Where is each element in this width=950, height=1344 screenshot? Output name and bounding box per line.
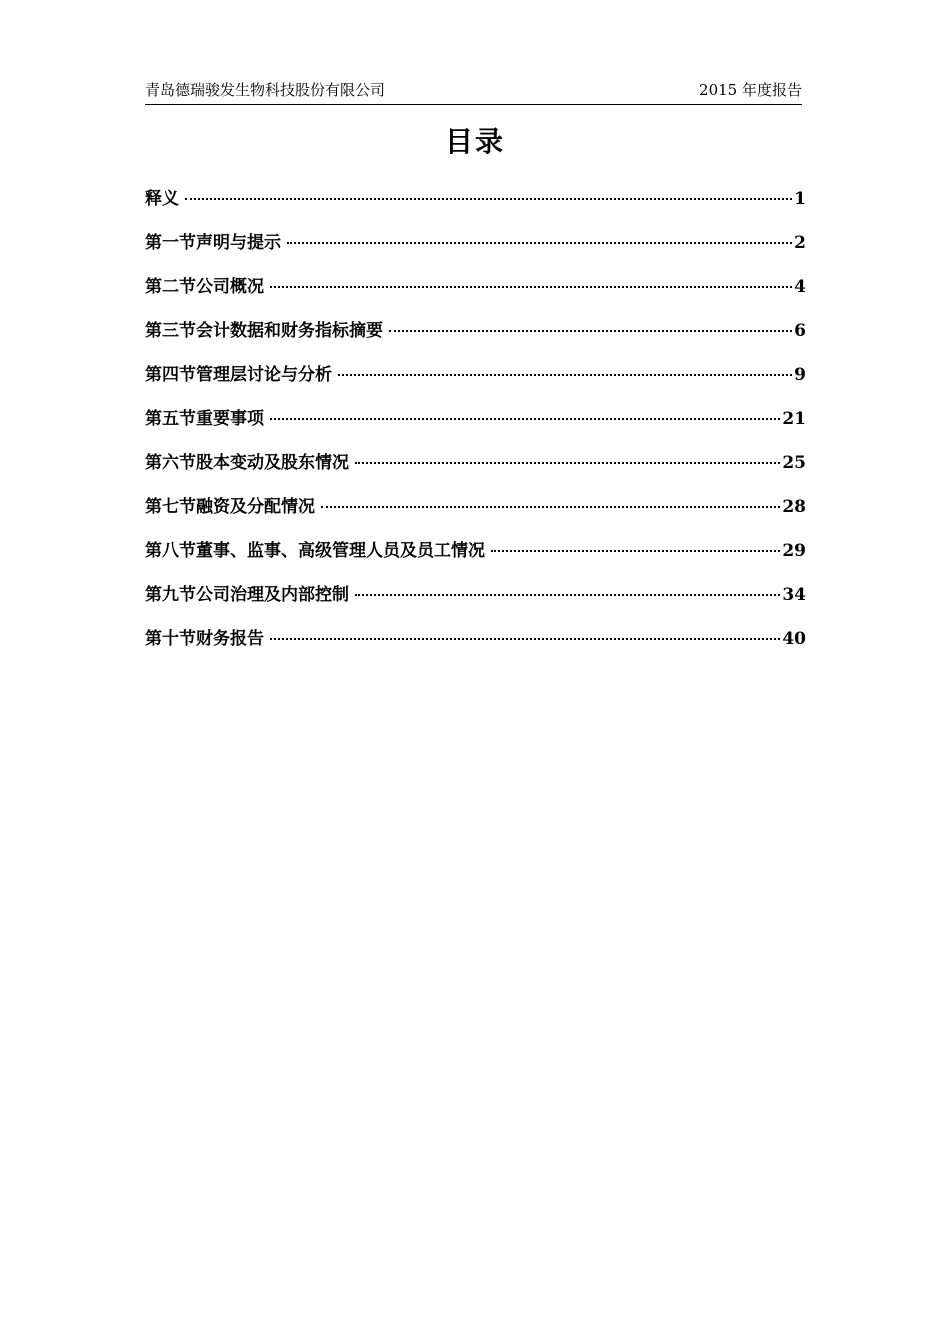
toc-entry-label: 第二节公司概况 bbox=[145, 277, 264, 297]
toc-entry-label: 第六节股本变动及股东情况 bbox=[145, 453, 349, 473]
toc-dot-leader bbox=[491, 548, 780, 552]
table-of-contents bbox=[145, 184, 806, 668]
toc-entry-page: 34 bbox=[782, 585, 806, 605]
header-report-year: 2015 年度报告 bbox=[699, 80, 802, 99]
toc-entry-label: 第四节管理层讨论与分析 bbox=[145, 365, 332, 385]
toc-entry-page: 4 bbox=[794, 277, 806, 297]
toc-entry-section-3[interactable] bbox=[145, 316, 806, 360]
toc-entry-label: 第七节融资及分配情况 bbox=[145, 497, 315, 517]
toc-dot-leader bbox=[355, 592, 780, 596]
toc-entry-preface[interactable] bbox=[145, 184, 806, 228]
toc-entry-page: 40 bbox=[782, 629, 806, 649]
toc-entry-section-5[interactable] bbox=[145, 404, 806, 448]
toc-entry-page: 9 bbox=[794, 365, 806, 385]
page-header bbox=[145, 78, 802, 100]
toc-dot-leader bbox=[185, 196, 792, 200]
toc-dot-leader bbox=[355, 460, 780, 464]
toc-entry-section-10[interactable] bbox=[145, 624, 806, 668]
header-divider bbox=[145, 104, 802, 105]
toc-entry-label: 第十节财务报告 bbox=[145, 629, 264, 649]
toc-entry-page: 6 bbox=[794, 321, 806, 341]
toc-entry-section-6[interactable] bbox=[145, 448, 806, 492]
page-title: 目录 bbox=[444, 125, 505, 158]
toc-entry-page: 21 bbox=[782, 409, 806, 429]
toc-dot-leader bbox=[270, 284, 792, 288]
toc-entry-label: 第八节董事、监事、高级管理人员及员工情况 bbox=[145, 541, 485, 561]
toc-dot-leader bbox=[270, 416, 780, 420]
toc-entry-section-1[interactable] bbox=[145, 228, 806, 272]
toc-entry-section-4[interactable] bbox=[145, 360, 806, 404]
toc-dot-leader bbox=[287, 240, 792, 244]
toc-entry-section-8[interactable] bbox=[145, 536, 806, 580]
toc-entry-section-2[interactable] bbox=[145, 272, 806, 316]
toc-dot-leader bbox=[338, 372, 792, 376]
toc-entry-label: 第一节声明与提示 bbox=[145, 233, 281, 253]
toc-entry-page: 1 bbox=[794, 189, 806, 209]
toc-entry-page: 2 bbox=[794, 233, 806, 253]
toc-entry-label: 第五节重要事项 bbox=[145, 409, 264, 429]
toc-dot-leader bbox=[321, 504, 780, 508]
toc-entry-section-9[interactable] bbox=[145, 580, 806, 624]
toc-entry-label: 第三节会计数据和财务指标摘要 bbox=[145, 321, 383, 341]
header-company-name: 青岛德瑞骏发生物科技股份有限公司 bbox=[145, 80, 386, 99]
toc-entry-page: 29 bbox=[782, 541, 806, 561]
toc-entry-page: 25 bbox=[782, 453, 806, 473]
toc-dot-leader bbox=[270, 636, 780, 640]
toc-entry-label: 第九节公司治理及内部控制 bbox=[145, 585, 349, 605]
toc-dot-leader bbox=[389, 328, 792, 332]
toc-entry-page: 28 bbox=[782, 497, 806, 517]
toc-entry-section-7[interactable] bbox=[145, 492, 806, 536]
toc-entry-label: 释义 bbox=[145, 189, 179, 209]
